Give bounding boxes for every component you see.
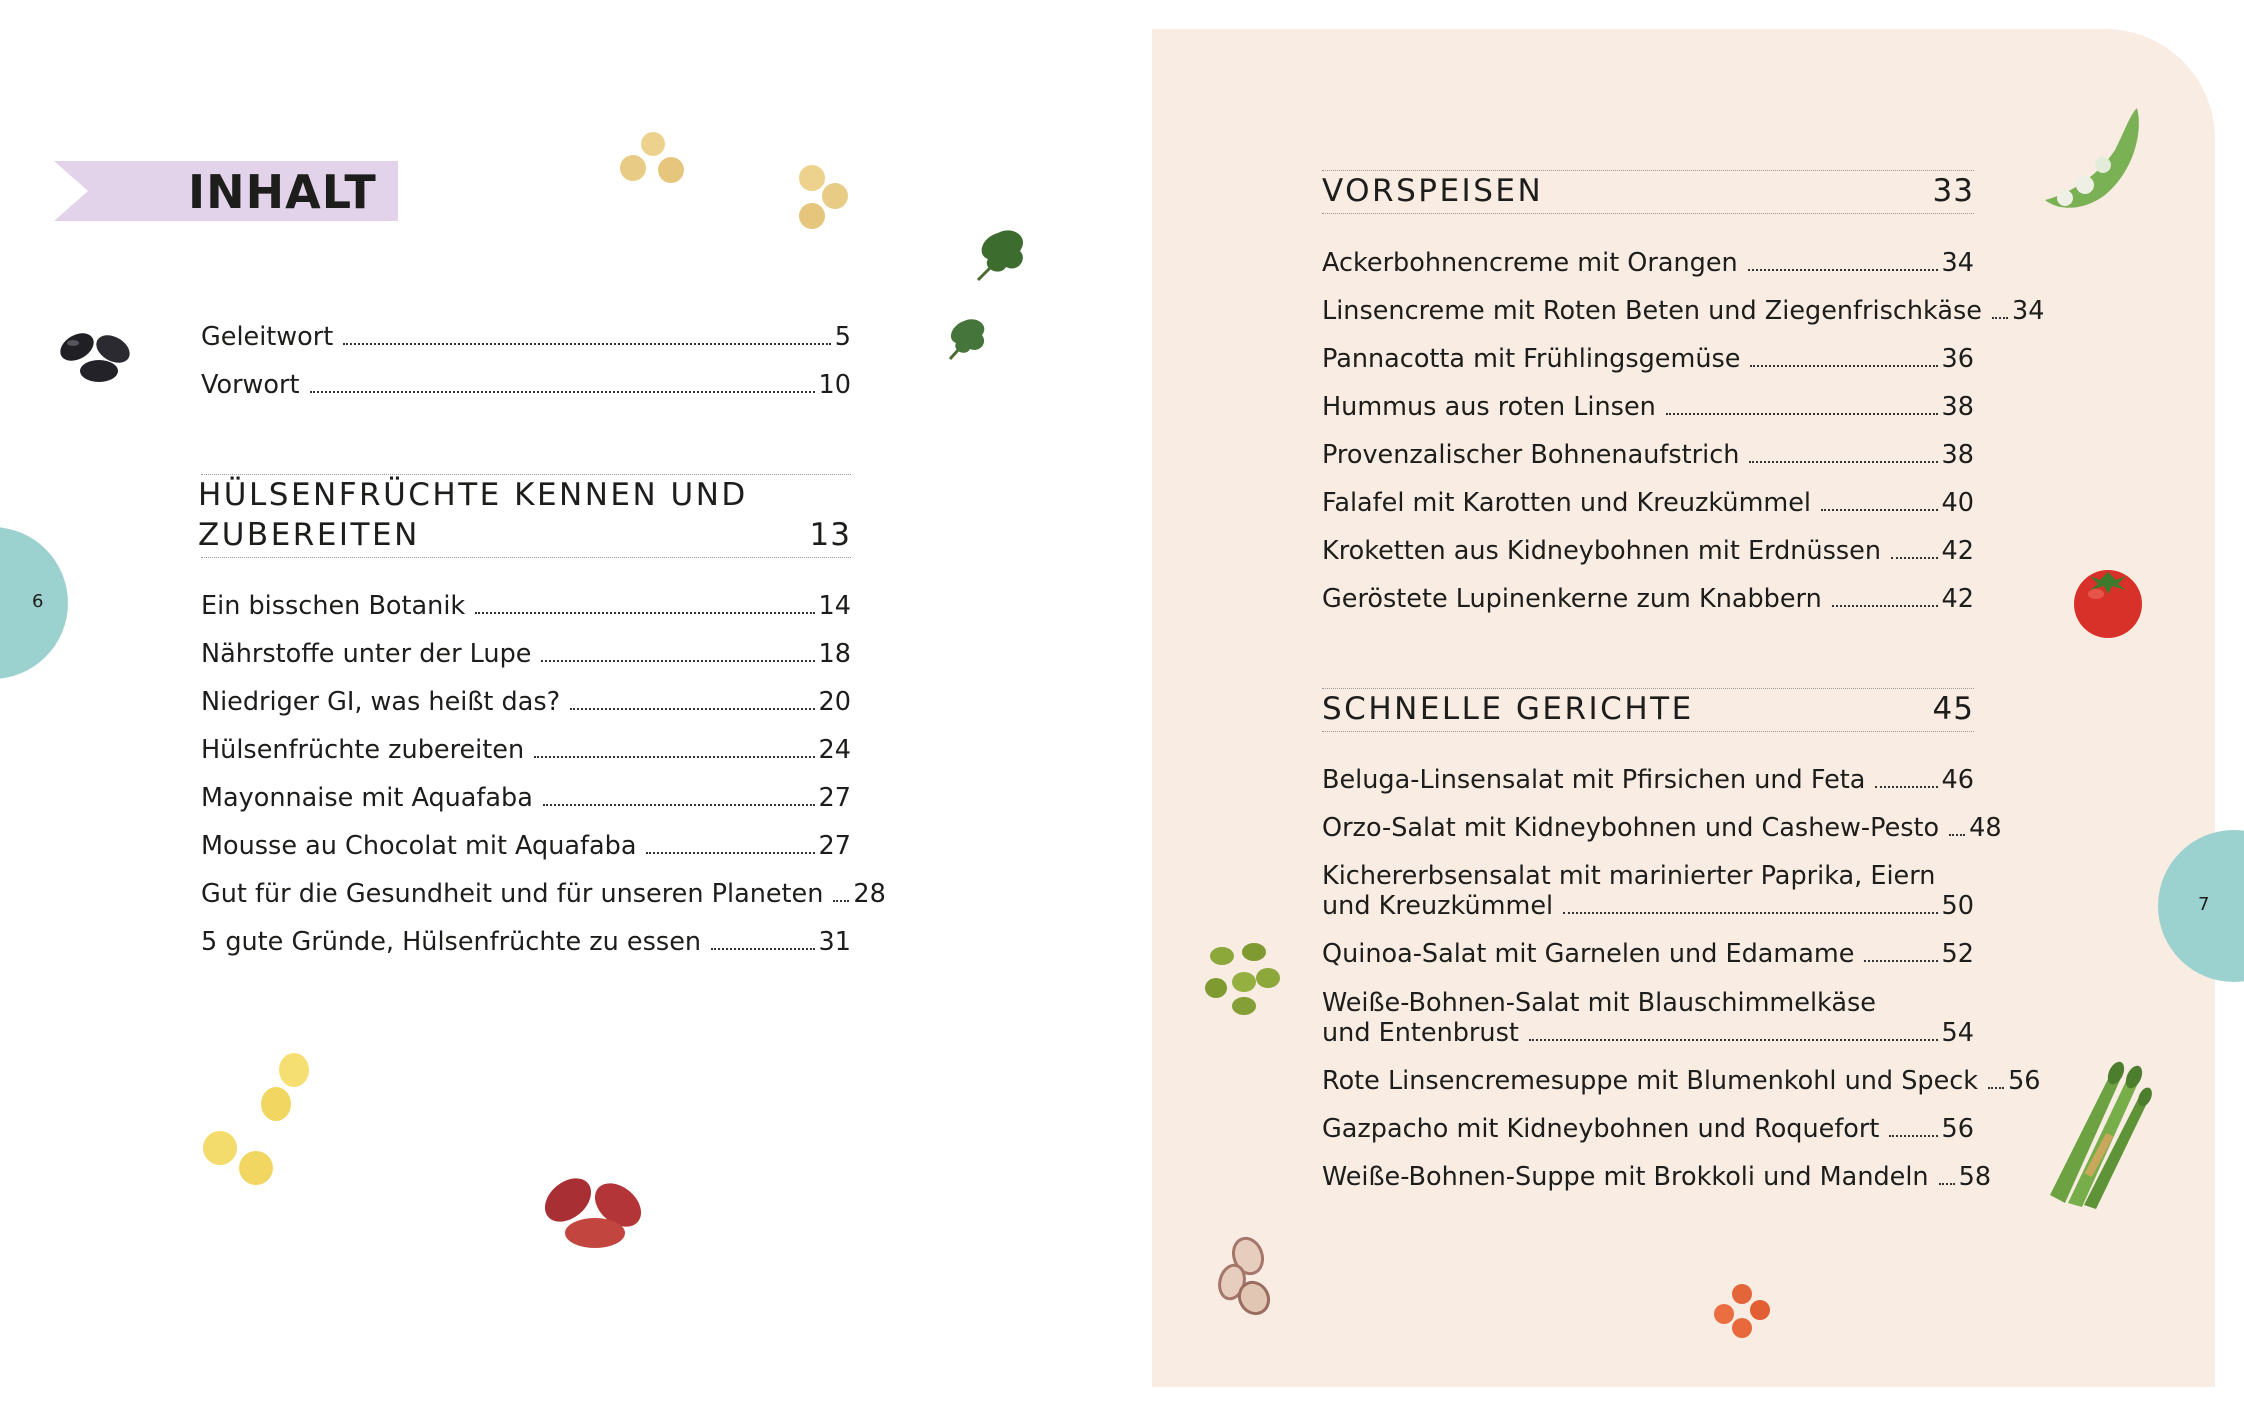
- red-lentils-icon: [1710, 1280, 1775, 1340]
- toc-entry[interactable]: Nährstoffe unter der Lupe 18: [201, 639, 851, 669]
- toc-entry[interactable]: Beluga-Linsensalat mit Pfirsichen und Feta 46: [1322, 765, 1974, 795]
- tomato-icon: [2068, 560, 2148, 640]
- parsley-icon: [942, 315, 992, 363]
- toc-entry[interactable]: Linsencreme mit Roten Beten und Ziegenfrischkäse 34: [1322, 296, 2045, 326]
- toc-entry[interactable]: Gazpacho mit Kidneybohnen und Roquefort 56: [1322, 1114, 1974, 1144]
- section-heading: SCHNELLE GERICHTE: [1322, 691, 1694, 727]
- asparagus-icon: [2040, 1055, 2160, 1210]
- toc-entry[interactable]: Kichererbsensalat mit marinierter Paprika, Eiern und Kreuzkümmel 50: [1322, 861, 1974, 921]
- toc-entry[interactable]: Hülsenfrüchte zubereiten 24: [201, 735, 851, 765]
- parsley-icon: [968, 225, 1033, 285]
- toc-entry[interactable]: Hummus aus roten Linsen 38: [1322, 392, 1974, 422]
- toc-entry[interactable]: Falafel mit Karotten und Kreuzkümmel 40: [1322, 488, 1974, 518]
- toc-entry[interactable]: Weiße-Bohnen-Salat mit Blauschimmelkäse und Entenbrust 54: [1322, 988, 1974, 1048]
- pinto-beans-icon: [1212, 1236, 1277, 1321]
- toc-left: [198, 0, 886, 1000]
- yellow-beans-icon: [198, 1048, 318, 1193]
- toc-entry[interactable]: Ein bisschen Botanik 14: [201, 591, 851, 621]
- toc-entry[interactable]: Kroketten aus Kidneybohnen mit Erdnüssen 42: [1322, 536, 1974, 566]
- black-beans-icon: [55, 325, 145, 390]
- page-number-right: 7: [2198, 894, 2210, 915]
- toc-right: [1322, 0, 2045, 1250]
- toc-entry[interactable]: Geleitwort 5: [201, 322, 851, 352]
- section-page: 33: [1932, 173, 1974, 209]
- toc-entry[interactable]: Niedriger GI, was heißt das? 20: [201, 687, 851, 717]
- section-heading: HÜLSENFRÜCHTE KENNEN UND ZUBEREITEN: [198, 477, 748, 553]
- toc-entry[interactable]: Provenzalischer Bohnenaufstrich 38: [1322, 440, 1974, 470]
- page-tab-left: [0, 527, 68, 679]
- chickpeas-icon: [790, 160, 855, 235]
- section-header[interactable]: [1322, 170, 1974, 214]
- toc-entry[interactable]: Orzo-Salat mit Kidneybohnen und Cashew-Pesto 48: [1322, 813, 2002, 843]
- toc-entry[interactable]: Mousse au Chocolat mit Aquafaba 27: [201, 831, 851, 861]
- toc-entry[interactable]: Quinoa-Salat mit Garnelen und Edamame 52: [1322, 939, 1974, 969]
- toc-entry[interactable]: Gut für die Gesundheit und für unseren Planeten 28: [201, 879, 886, 909]
- page-title: INHALT: [188, 165, 377, 219]
- toc-entry[interactable]: Pannacotta mit Frühlingsgemüse 36: [1322, 344, 1974, 374]
- kidney-beans-icon: [540, 1170, 650, 1255]
- toc-entry[interactable]: Rote Linsencremesuppe mit Blumenkohl und Speck 56: [1322, 1066, 2041, 1096]
- page-number-left: 6: [32, 591, 44, 612]
- toc-entry[interactable]: Vorwort 10: [201, 370, 851, 400]
- toc-entry[interactable]: Geröstete Lupinenkerne zum Knabbern 42: [1322, 584, 1974, 614]
- toc-entry[interactable]: Mayonnaise mit Aquafaba 27: [201, 783, 851, 813]
- toc-entry[interactable]: Weiße-Bohnen-Suppe mit Brokkoli und Mandeln 58: [1322, 1162, 1992, 1192]
- mung-beans-icon: [1202, 938, 1287, 1018]
- section-heading: VORSPEISEN: [1322, 173, 1544, 209]
- toc-entry[interactable]: 5 gute Gründe, Hülsenfrüchte zu essen 31: [201, 927, 851, 957]
- section-header[interactable]: [1322, 688, 1974, 732]
- pea-pod-icon: [2035, 100, 2145, 220]
- chickpeas-icon: [615, 128, 690, 188]
- section-header[interactable]: [198, 474, 851, 558]
- section-page: 45: [1932, 691, 1974, 727]
- section-page: 13: [809, 517, 851, 553]
- toc-entry[interactable]: Ackerbohnencreme mit Orangen 34: [1322, 248, 1974, 278]
